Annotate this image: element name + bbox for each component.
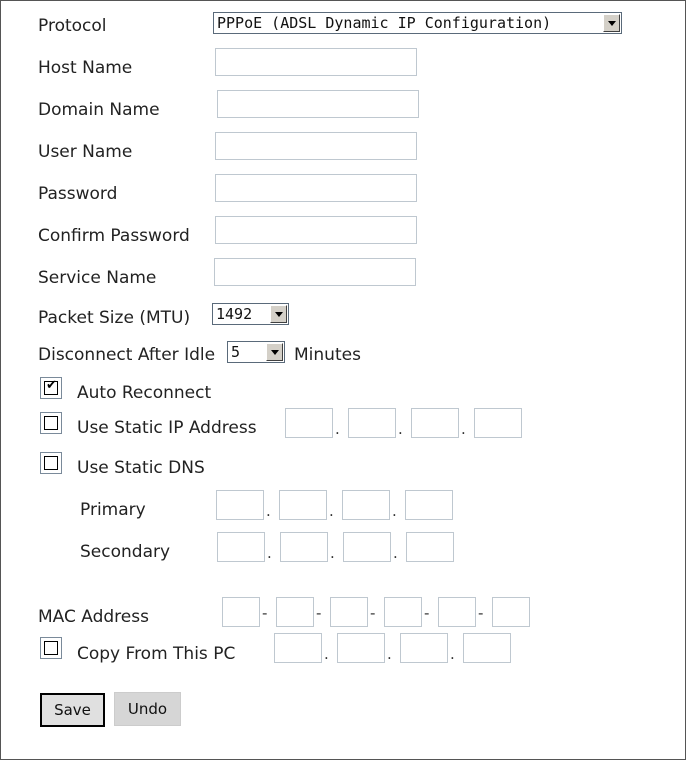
- pc-ip-octet-4[interactable]: [463, 633, 511, 663]
- ip-dot: .: [387, 645, 392, 663]
- idle-minutes-select[interactable]: [227, 341, 285, 363]
- static-ip-octet-1[interactable]: [285, 408, 333, 438]
- mac-octet-4[interactable]: [384, 597, 422, 627]
- packet-size-label: Packet Size (MTU): [38, 308, 191, 328]
- protocol-select-value: PPPoE (ADSL Dynamic IP Configuration): [217, 14, 552, 32]
- password-label: Password: [38, 184, 118, 204]
- confirm-password-input[interactable]: [215, 216, 417, 244]
- ip-dot: .: [335, 420, 340, 438]
- auto-reconnect-checkbox[interactable]: [40, 377, 62, 399]
- mac-octet-1[interactable]: [222, 597, 260, 627]
- primary-dns-label: Primary: [80, 500, 146, 520]
- secondary-dns-octet-3[interactable]: [343, 532, 391, 562]
- secondary-dns-octet-2[interactable]: [280, 532, 328, 562]
- ip-dot: .: [393, 544, 398, 562]
- pc-ip-octet-3[interactable]: [400, 633, 448, 663]
- mac-octet-3[interactable]: [330, 597, 368, 627]
- ip-dot: .: [330, 544, 335, 562]
- packet-size-value: 1492: [216, 305, 253, 323]
- secondary-dns-octet-4[interactable]: [406, 532, 454, 562]
- checkmark-icon: [44, 381, 58, 395]
- packet-size-select[interactable]: [212, 303, 289, 325]
- chevron-down-icon[interactable]: [270, 305, 287, 323]
- secondary-dns-octet-1[interactable]: [217, 532, 265, 562]
- static-ip-octet-3[interactable]: [411, 408, 459, 438]
- use-static-ip-label: Use Static IP Address: [77, 418, 257, 438]
- service-name-label: Service Name: [38, 268, 157, 288]
- ip-dot: .: [267, 544, 272, 562]
- mac-dash: -: [316, 604, 322, 622]
- mac-dash: -: [262, 604, 268, 622]
- mac-dash: -: [424, 604, 430, 622]
- mac-octet-2[interactable]: [276, 597, 314, 627]
- ip-dot: .: [266, 502, 271, 520]
- disconnect-idle-label: Disconnect After Idle: [38, 345, 216, 365]
- ip-dot: .: [398, 420, 403, 438]
- save-button[interactable]: Save: [40, 693, 105, 727]
- checkbox-box: [44, 416, 58, 430]
- domain-name-label: Domain Name: [38, 100, 160, 120]
- confirm-password-label: Confirm Password: [38, 226, 190, 246]
- undo-button[interactable]: Undo: [114, 692, 181, 726]
- ip-dot: .: [461, 420, 466, 438]
- chevron-down-icon[interactable]: [603, 14, 620, 32]
- checkbox-box: [44, 456, 58, 470]
- chevron-down-icon[interactable]: [266, 343, 283, 361]
- mac-address-label: MAC Address: [38, 607, 149, 627]
- mac-octet-5[interactable]: [438, 597, 476, 627]
- secondary-dns-label: Secondary: [80, 542, 171, 562]
- static-ip-octet-2[interactable]: [348, 408, 396, 438]
- ip-dot: .: [329, 502, 334, 520]
- host-name-input[interactable]: [215, 48, 417, 76]
- use-static-dns-label: Use Static DNS: [77, 458, 205, 478]
- mac-dash: -: [478, 604, 484, 622]
- service-name-input[interactable]: [214, 258, 416, 286]
- auto-reconnect-label: Auto Reconnect: [77, 383, 212, 403]
- primary-dns-octet-1[interactable]: [216, 490, 264, 520]
- idle-minutes-value: 5: [231, 343, 241, 361]
- user-name-input[interactable]: [215, 132, 417, 160]
- protocol-select[interactable]: [213, 12, 622, 34]
- password-input[interactable]: [215, 174, 417, 202]
- use-static-ip-checkbox[interactable]: [40, 412, 62, 434]
- copy-from-pc-label: Copy From This PC: [77, 644, 236, 664]
- primary-dns-octet-2[interactable]: [279, 490, 327, 520]
- pc-ip-octet-2[interactable]: [337, 633, 385, 663]
- ip-dot: .: [392, 502, 397, 520]
- user-name-label: User Name: [38, 142, 133, 162]
- minutes-label: Minutes: [294, 345, 361, 365]
- checkbox-box: [44, 641, 58, 655]
- protocol-label: Protocol: [38, 16, 107, 36]
- ip-dot: .: [324, 645, 329, 663]
- ip-dot: .: [450, 645, 455, 663]
- use-static-dns-checkbox[interactable]: [40, 452, 62, 474]
- copy-from-pc-checkbox[interactable]: [40, 637, 62, 659]
- mac-dash: -: [370, 604, 376, 622]
- static-ip-octet-4[interactable]: [474, 408, 522, 438]
- primary-dns-octet-4[interactable]: [405, 490, 453, 520]
- mac-octet-6[interactable]: [492, 597, 530, 627]
- primary-dns-octet-3[interactable]: [342, 490, 390, 520]
- pc-ip-octet-1[interactable]: [274, 633, 322, 663]
- host-name-label: Host Name: [38, 58, 133, 78]
- domain-name-input[interactable]: [217, 90, 419, 118]
